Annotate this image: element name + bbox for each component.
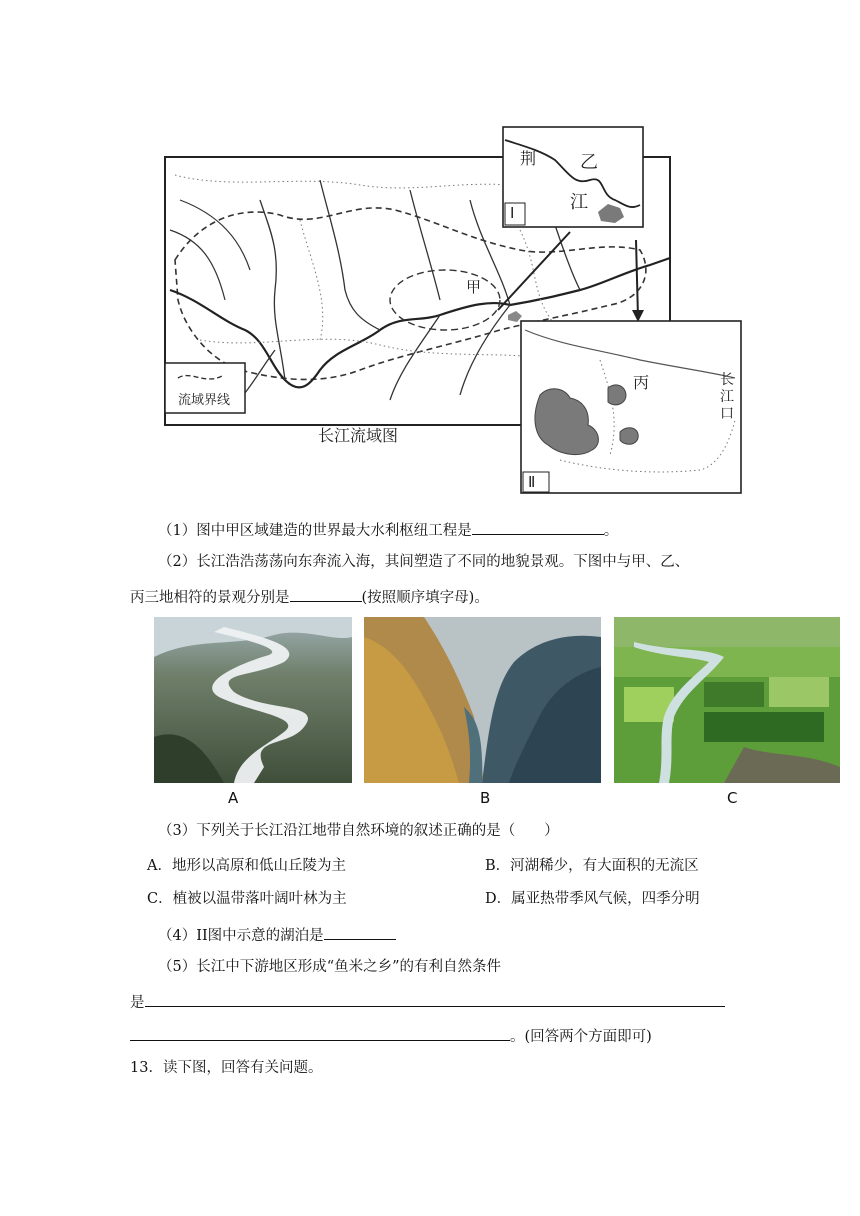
map-label-jia: 甲 xyxy=(466,278,482,296)
question-5-line1: （5）长江中下游地区形成“鱼米之乡”的有利自然条件 xyxy=(158,959,502,975)
q5-end: 。(回答两个方面即可) xyxy=(510,1029,652,1045)
q5-text: 是 xyxy=(130,995,145,1011)
q3-option-a[interactable]: A．地形以高原和低山丘陵为主 xyxy=(147,858,346,874)
question-4 xyxy=(158,923,396,946)
q5-answer-blank-1[interactable] xyxy=(145,990,725,1007)
q4-text: （4）II图中示意的湖泊是 xyxy=(158,928,324,944)
inset2-label-bing: 丙 xyxy=(633,373,650,392)
map-title: 长江流域图 xyxy=(318,426,399,445)
question-5-line3 xyxy=(130,1024,652,1047)
photo-label-c: C xyxy=(727,789,738,807)
q3-option-c[interactable]: C．植被以温带落叶阔叶林为主 xyxy=(147,891,347,907)
q3-option-b[interactable]: B．河湖稀少，有大面积的无流区 xyxy=(485,858,699,874)
photo-label-b: B xyxy=(480,789,491,807)
q4-answer-blank[interactable] xyxy=(324,923,396,940)
inset1-label-yi: 乙 xyxy=(580,152,598,173)
question-1 xyxy=(158,518,618,541)
question-2-line2 xyxy=(130,585,489,608)
photo-b-gorge xyxy=(364,617,601,783)
photo-c-plain-farmland xyxy=(614,617,840,783)
yangtze-basin-map xyxy=(0,0,860,500)
q2-answer-blank[interactable] xyxy=(290,585,362,602)
question-2-line1: （2）长江浩浩荡荡向东奔流入海，其间塑造了不同的地貌景观。下图中与甲、乙、 xyxy=(158,554,690,570)
inset1-label-jiang: 江 xyxy=(570,192,588,213)
q1-text: （1）图中甲区域建造的世界最大水利枢纽工程是 xyxy=(158,523,472,539)
photo-a-meandering-river xyxy=(154,617,352,783)
photo-label-a: A xyxy=(228,789,239,807)
map-drawing xyxy=(0,0,860,500)
inset2-numeral: Ⅱ xyxy=(528,473,536,491)
inset1-numeral: Ⅰ xyxy=(510,204,515,222)
q2-text: 丙三地相符的景观分别是 xyxy=(130,590,290,606)
map-legend-label: 流域界线 xyxy=(178,393,231,408)
q5-answer-blank-2[interactable] xyxy=(130,1024,510,1041)
question-3: （3）下列关于长江沿江地带自然环境的叙述正确的是（ ） xyxy=(158,823,559,839)
question-13: 13．读下图，回答有关问题。 xyxy=(130,1060,323,1076)
q1-end: 。 xyxy=(603,523,619,539)
q1-answer-blank[interactable] xyxy=(472,518,604,535)
q2-end: (按照顺序填字母)。 xyxy=(361,590,489,606)
inset2-label-estuary: 长江口 xyxy=(720,372,734,422)
question-5-line2 xyxy=(130,990,725,1013)
inset1-label-jing: 荆 xyxy=(520,149,537,168)
q3-option-d[interactable]: D．属亚热带季风气候，四季分明 xyxy=(485,891,700,907)
